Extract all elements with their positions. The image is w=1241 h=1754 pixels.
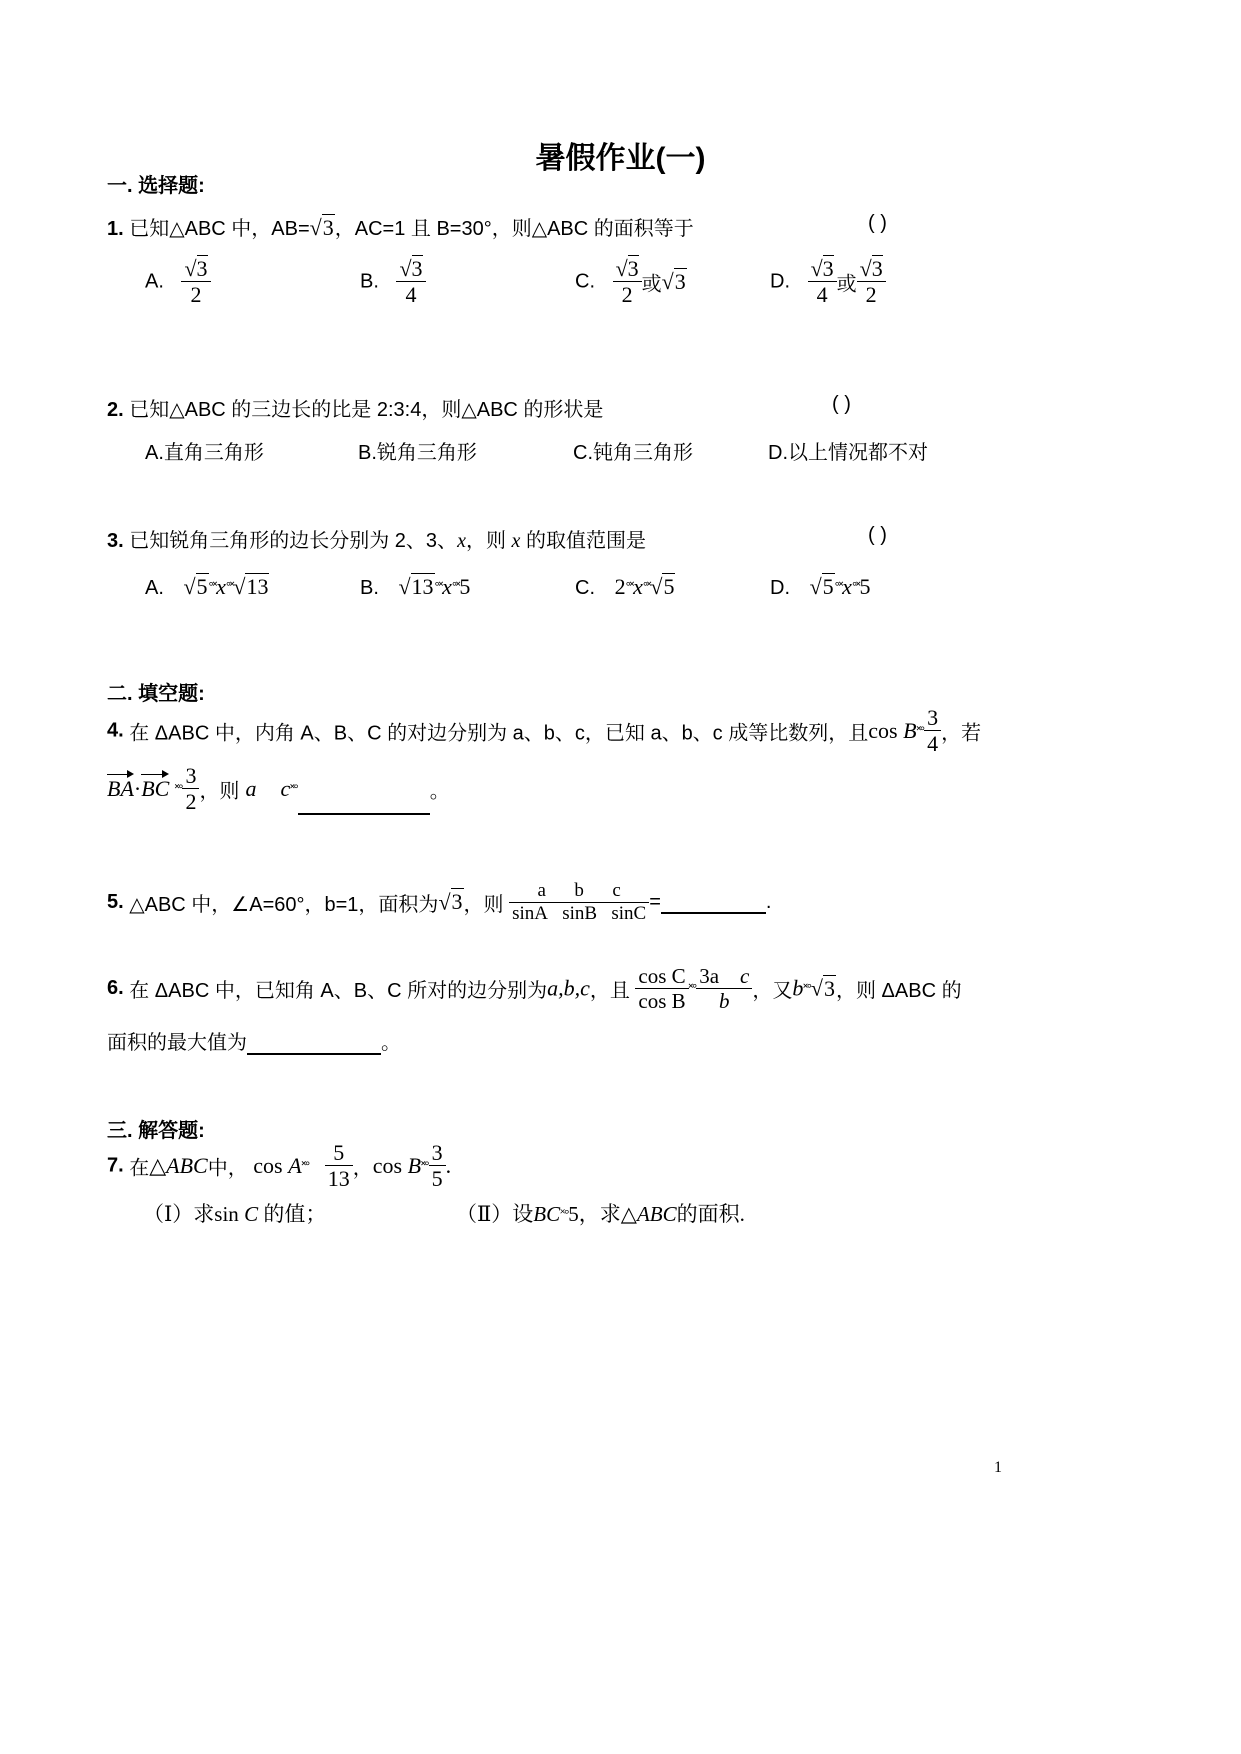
vector-BA: BA — [107, 775, 134, 801]
q2-text: 已知△ABC 的三边长的比是 2:3:4，则△ABC 的形状是 — [129, 399, 604, 421]
section-fill: 二. 填空题: — [107, 683, 205, 705]
q7-part1: （Ⅰ）求sin C 的值； — [143, 1202, 327, 1226]
q5-fraction: $\frac{\text{a b c}}{\text{sinA sinB sinC}}$ — [509, 880, 649, 925]
section-choice: 一. 选择题: — [107, 175, 205, 197]
page-title: 暑假作业(一) — [535, 142, 706, 175]
q6-line2: 面积的最大值为 。 — [107, 1032, 401, 1054]
q4-number: 4. — [107, 719, 124, 742]
q7-line1: 7. 在△ABC中， cos A˟° $\frac{5}{13}$ ，cos B˟° $\frac{3}{5}$ . — [107, 1140, 452, 1192]
q1-text-b: ，AC=1 且 B=30°，则△ABC 的面积等于 — [334, 218, 694, 240]
q4-line2: BA·BC ˟° $\frac{3}{2}$ ，则 a c˟° 。 — [107, 763, 450, 815]
q4-line1: 4. 在 ΔABC 中，内角 A、B、C 的对边分别为 a、b、c，已知 a、b、c 成等比数列，且cos B˟° $\frac{3}{4}$ ，若 — [107, 705, 982, 757]
q1-text-a: 已知△ABC 中，AB= — [129, 218, 310, 240]
q2-answer-paren[interactable]: ( ) — [832, 393, 851, 415]
q3-option-d[interactable]: D. √5°˟x°˟5 — [770, 574, 871, 599]
q3-option-c[interactable]: C. 2°˟x°˟√5 — [575, 574, 675, 599]
q1-sqrt: √3 — [309, 215, 334, 240]
q5-answer-blank[interactable] — [661, 890, 766, 914]
q5-number: 5. — [107, 890, 124, 913]
q2-option-c[interactable]: C.钝角三角形 — [573, 442, 693, 464]
q1-stem — [107, 212, 694, 241]
q5-line: 5. △ABC 中，∠A=60°，b=1，面积为√3，则 $\frac{\text{a b c}}{\text{sinA sinB sinC}}$ = . — [107, 880, 772, 924]
q1-option-b[interactable]: B. $\frac{√3}{4}$ — [360, 256, 426, 308]
q2-number: 2. — [107, 399, 124, 421]
q2-option-a[interactable]: A.直角三角形 — [145, 442, 264, 464]
q6-answer-blank[interactable] — [247, 1031, 381, 1055]
q3-stem: 3. 已知锐角三角形的边长分别为 2、3、x，则 x 的取值范围是 — [107, 530, 646, 552]
q1-answer-paren[interactable]: ( ) — [868, 212, 887, 234]
vector-BC: BC — [141, 775, 170, 801]
q7-part2: （Ⅱ）设BC˟°5，求△ABC的面积. — [456, 1202, 745, 1226]
q6-line1: 6. 在 ΔABC 中，已知角 A、B、C 所对的边分别为a,b,c，且 $\frac{\text{cos C}}{\text{cos B}}$ ˟° $\frac{\text{3a c}}{b}$ ，又b˟°√3，则 ΔABC 的 — [107, 964, 962, 1014]
q1-option-a[interactable]: A. $\frac{√3}{2}$ — [145, 256, 211, 308]
q3-option-b[interactable]: B. √13°˟x°˟5 — [360, 574, 471, 599]
section-answer: 三. 解答题: — [107, 1120, 205, 1142]
q3-answer-paren[interactable]: ( ) — [868, 524, 887, 546]
q1-number: 1. — [107, 218, 124, 240]
q2-stem — [107, 393, 603, 422]
q1-option-c[interactable]: C. $\frac{√3}{2}$ 或√3 — [575, 256, 686, 308]
q1-option-d[interactable]: D. $\frac{√3}{4}$ 或 $\frac{√3}{2}$ — [770, 256, 886, 308]
q3-option-a[interactable]: A. √5°˟x°˟√13 — [145, 574, 269, 599]
page-number: 1 — [994, 1459, 1002, 1476]
q3-number: 3. — [107, 530, 124, 552]
q6-number: 6. — [107, 977, 124, 1000]
q2-option-d[interactable]: D.以上情况都不对 — [768, 442, 928, 464]
q7-number: 7. — [107, 1154, 124, 1177]
q4-answer-blank[interactable] — [298, 791, 430, 815]
q2-option-b[interactable]: B.锐角三角形 — [358, 442, 477, 464]
